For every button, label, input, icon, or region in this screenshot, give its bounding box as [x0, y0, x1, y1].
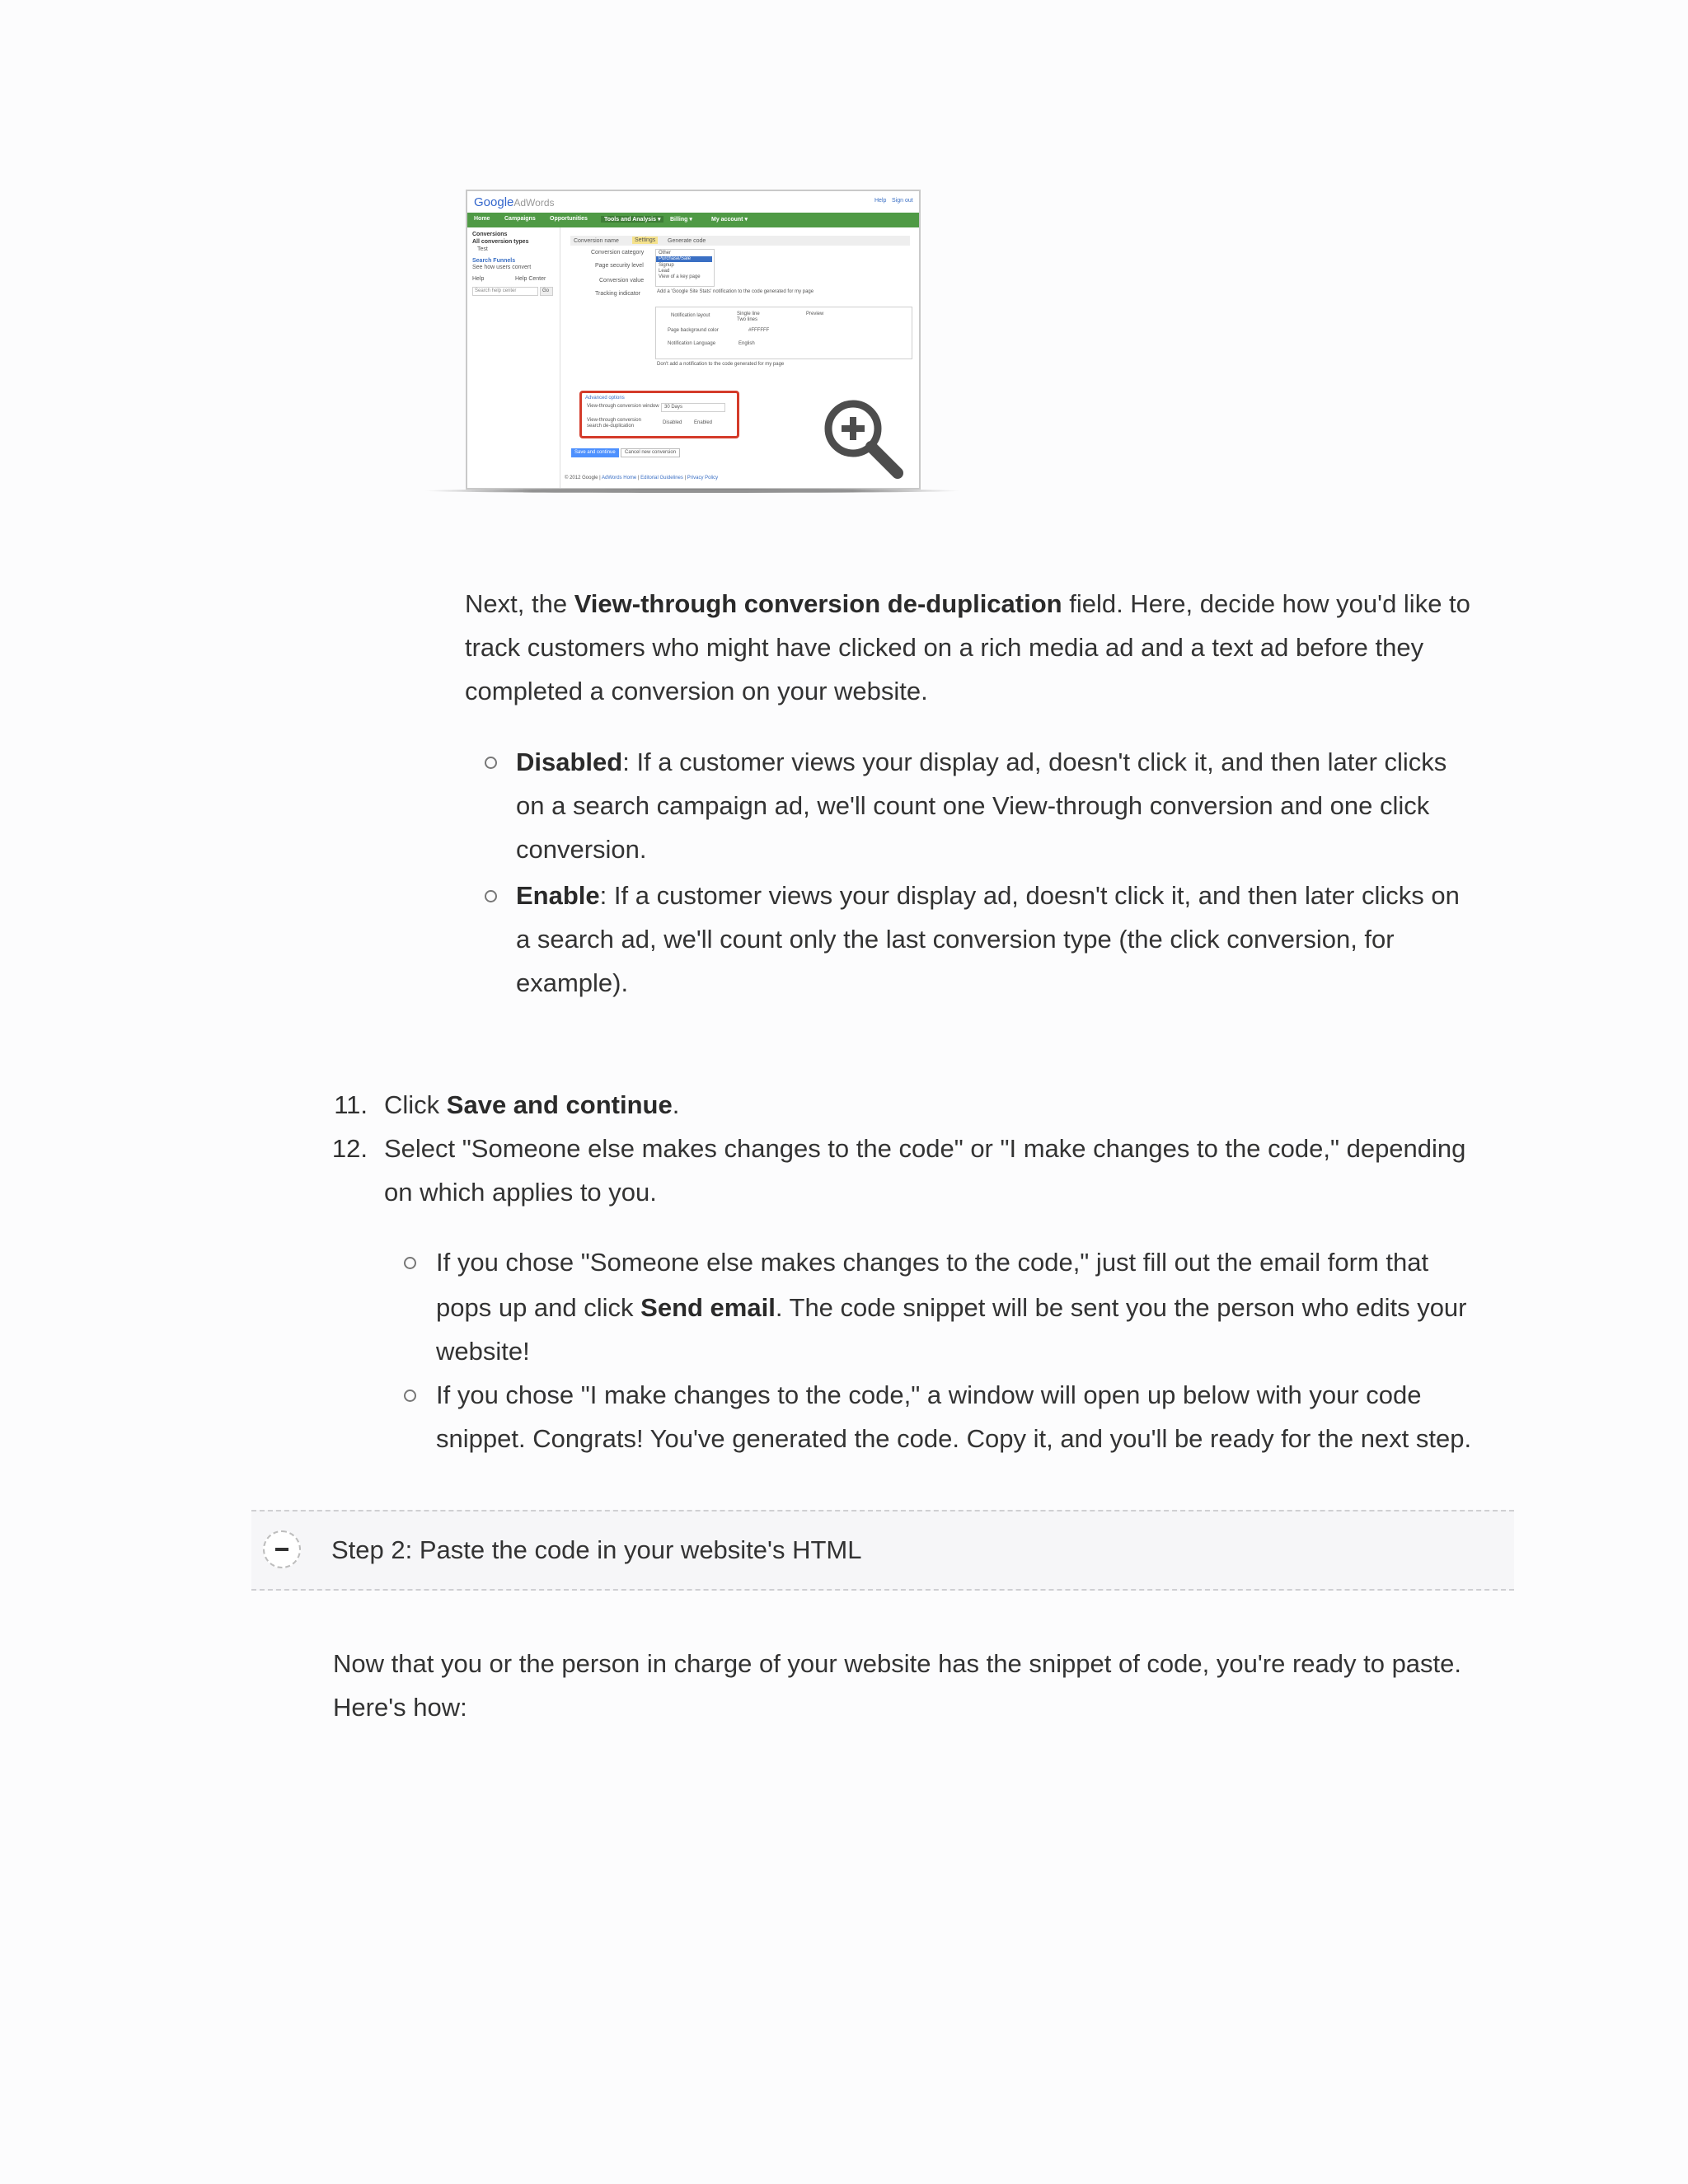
sidebar-funnels-desc: See how users convert: [472, 265, 532, 270]
tab-strip: [570, 236, 910, 246]
label-conversion-value: Conversion value: [599, 278, 645, 284]
category-dropdown[interactable]: Other Purchase/Sale Signup Lead View of a key page: [655, 249, 715, 287]
step-12-line-2: on which applies to you.: [384, 1178, 657, 1207]
minus-circle-icon[interactable]: [263, 1530, 301, 1568]
label-tracking-indicator: Tracking indicator: [595, 291, 640, 297]
closing-line-2: Here's how:: [333, 1693, 467, 1722]
step-number: 12.: [331, 1134, 368, 1163]
sidebar-item-all[interactable]: All conversion types: [472, 239, 529, 245]
sub-option-1-line-2: pops up and click Send email. The code snippet will be sent you the person who edits your: [436, 1293, 1467, 1322]
sub-option-2-line-2: snippet. Congrats! You've generated the code. Copy it, and you'll be ready for the next step.: [436, 1424, 1472, 1453]
add-notification-option[interactable]: Add a 'Google Site Stats' notification to the code generated for my page: [657, 289, 814, 294]
sign-out-link[interactable]: Sign out: [892, 198, 913, 204]
zoom-in-icon[interactable]: [822, 397, 904, 484]
cancel-conversion-button[interactable]: Cancel new conversion: [621, 448, 680, 457]
help-go-button[interactable]: Go: [540, 287, 553, 296]
sub-option-2-line-1: If you chose "I make changes to the code," a window will open up below with your code: [436, 1380, 1422, 1409]
screenshot-footer: © 2012 Google | AdWords Home | Editorial Guidelines | Privacy Policy: [565, 476, 719, 480]
option-disabled-line-3: conversion.: [516, 835, 647, 864]
nav-opportunities[interactable]: Opportunities: [550, 216, 588, 222]
google-logo: GoogleAdWords: [474, 195, 555, 209]
option-enable-line-2: a search ad, we'll count only the last conversion type (the click conversion, for: [516, 925, 1395, 954]
step-12-line-1: Select "Someone else makes changes to the code" or "I make changes to the code," depending: [384, 1134, 1466, 1163]
nav-account[interactable]: My account ▾: [711, 217, 748, 223]
sidebar-item-funnels[interactable]: Search Funnels: [472, 258, 516, 264]
sub-option-1-line-1: If you chose "Someone else makes changes to the code," just fill out the email form that: [436, 1248, 1429, 1277]
tab-generate-code[interactable]: Generate code: [668, 238, 706, 244]
notification-panel: Notification layout Single line Two lines Page background color #FFFFFF Notification Language English Preview: [655, 307, 912, 359]
help-link[interactable]: Help: [874, 198, 887, 204]
sidebar-help: Help: [472, 276, 485, 282]
closing-line-1: Now that you or the person in charge of your website has the snippet of code, you're ready to paste.: [333, 1649, 1462, 1678]
step-2-header[interactable]: [251, 1510, 1514, 1591]
tab-conversion-name[interactable]: Conversion name: [574, 238, 619, 244]
sidebar-heading: Conversions: [472, 232, 508, 237]
figure-shadow: [424, 489, 960, 493]
nav-bar: [467, 213, 919, 227]
step-number: 11.: [334, 1090, 368, 1119]
adwords-screenshot: [466, 190, 921, 490]
option-disabled-line-1: Disabled: If a customer views your display ad, doesn't click it, and then later clicks: [516, 748, 1447, 776]
sub-option-1-line-3: website!: [436, 1337, 530, 1366]
dedup-enabled-radio[interactable]: Enabled: [694, 420, 713, 425]
bullet-icon: [485, 757, 497, 769]
sidebar-item-test[interactable]: Test: [477, 246, 488, 252]
option-enable-line-3: example).: [516, 968, 629, 997]
nav-tools[interactable]: Tools and Analysis ▾: [601, 216, 663, 223]
advanced-options-highlight: Advanced options View-through conversion window 30 Days View-through conversion search de-duplication Disabled Enabled: [579, 391, 739, 438]
save-and-continue-button[interactable]: Save and continue: [571, 448, 619, 457]
step-11-text: Click Save and continue.: [384, 1090, 680, 1119]
sidebar-help-center[interactable]: Help Center: [515, 276, 546, 282]
option-disabled-line-2: on a search campaign ad, we'll count one View-through conversion and one click: [516, 791, 1430, 820]
label-conversion-category: Conversion category: [591, 250, 645, 255]
tab-settings[interactable]: Settings: [632, 237, 658, 244]
bullet-icon: [404, 1257, 416, 1269]
nav-billing[interactable]: Billing ▾: [670, 217, 692, 223]
intro-line-1: Next, the View-through conversion de-duplication field. Here, decide how you'd like to: [465, 589, 1470, 618]
sidebar: [467, 227, 560, 490]
conversion-window-select[interactable]: 30 Days: [661, 403, 725, 412]
no-notification-option[interactable]: Don't add a notification to the code generated for my page: [657, 362, 785, 367]
nav-home[interactable]: Home: [474, 216, 490, 222]
intro-line-3: completed a conversion on your website.: [465, 677, 928, 705]
dedup-disabled-radio[interactable]: Disabled: [663, 420, 682, 425]
nav-campaigns[interactable]: Campaigns: [504, 216, 536, 222]
help-search-input[interactable]: Search help center: [472, 287, 538, 296]
intro-line-2: track customers who might have clicked on a rich media ad and a text ad before they: [465, 633, 1424, 662]
option-enable-line-1: Enable: If a customer views your display ad, doesn't click it, and then later clicks on: [516, 881, 1460, 910]
bullet-icon: [404, 1390, 416, 1402]
step-2-title[interactable]: Step 2: Paste the code in your website's HTML: [331, 1535, 862, 1564]
bullet-icon: [485, 890, 497, 902]
label-page-security: Page security level: [595, 263, 644, 269]
